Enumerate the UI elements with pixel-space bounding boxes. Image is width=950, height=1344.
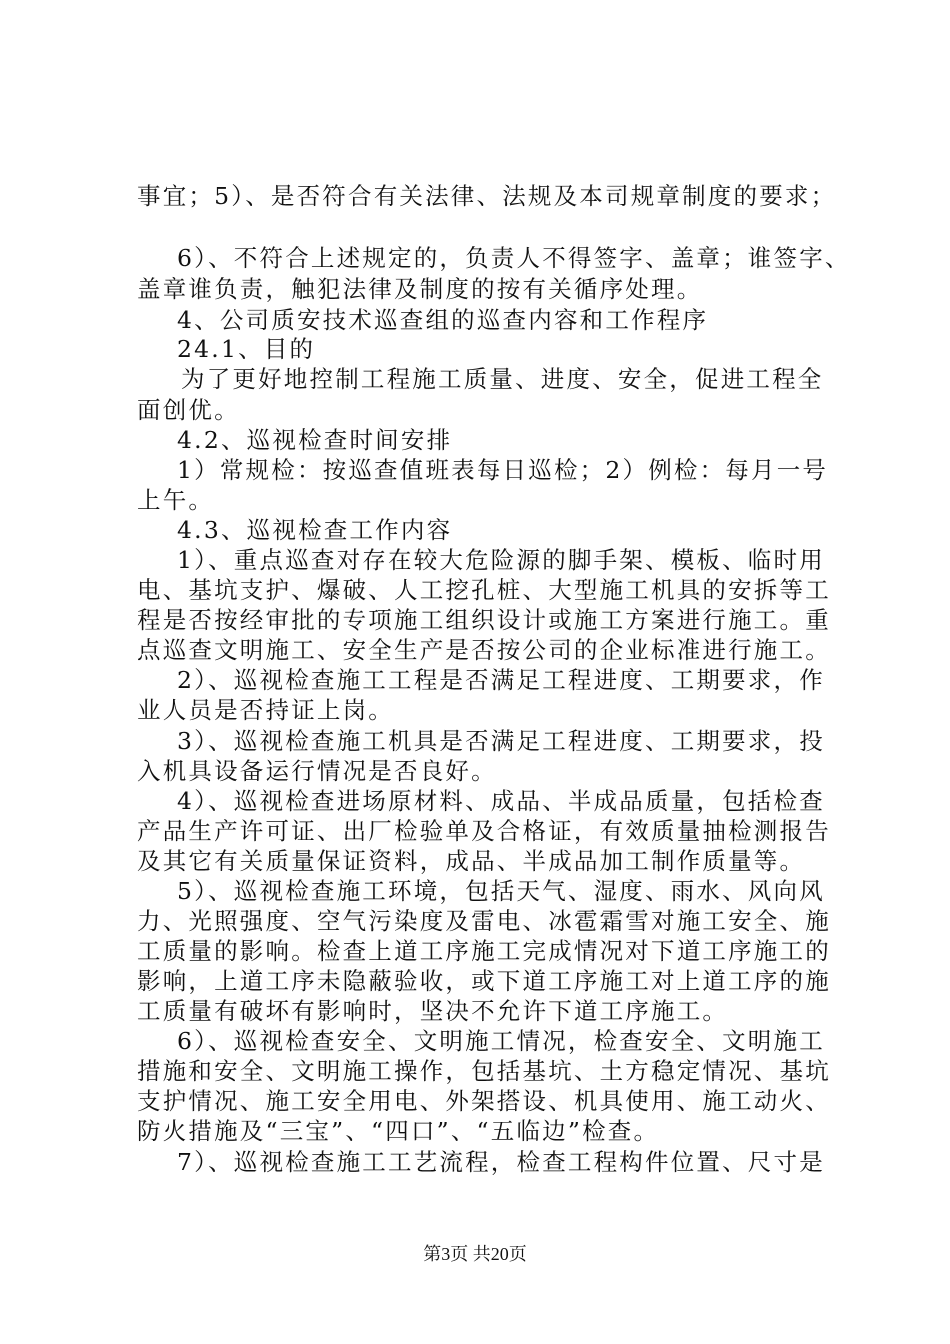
text-line: 措施和安全、文明施工操作，包括基坑、土方稳定情况、基坑 [137,1057,831,1085]
text-line: 工质量有破坏有影响时，坚决不允许下道工序施工。 [137,997,729,1025]
text-line: 入机具设备运行情况是否良好。 [137,757,497,785]
text-line: 为了更好地控制工程施工质量、进度、安全，促进工程全 [181,365,824,393]
text-line: 支护情况、施工安全用电、外架搭设、机具使用、施工动火、 [137,1087,831,1115]
text-line: 4）、巡视检查进场原材料、成品、半成品质量，包括检查 [177,787,825,815]
text-line: 工质量的影响。检查上道工序施工完成情况对下道工序施工的 [137,937,831,965]
text-line: 及其它有关质量保证资料，成品、半成品加工制作质量等。 [137,847,806,875]
text-line: 点巡查文明施工、安全生产是否按公司的企业标准进行施工。 [137,636,831,664]
text-line: 6）、巡视检查安全、文明施工情况，检查安全、文明施工 [177,1027,825,1055]
text-line: 24.1、目的 [177,335,316,363]
text-line: 5）、巡视检查施工环境，包括天气、湿度、雨水、风向风 [177,877,825,905]
text-line: 力、光照强度、空气污染度及雷电、冰雹霜雪对施工安全、施 [137,907,831,935]
text-line: 程是否按经审批的专项施工组织设计或施工方案进行施工。重 [137,606,831,634]
text-line: 6）、不符合上述规定的，负责人不得签字、盖章；谁签字、 [177,244,851,272]
text-line: 2）、巡视检查施工工程是否满足工程进度、工期要求，作 [177,666,825,694]
text-line: 电、基坑支护、爆破、人工挖孔桩、大型施工机具的安拆等工 [137,576,831,604]
page-number-footer: 第3页 共20页 [423,1244,527,1264]
text-line: 7）、巡视检查施工工艺流程，检查工程构件位置、尺寸是 [177,1148,825,1176]
text-line: 影响，上道工序未隐蔽验收，或下道工序施工对上道工序的施 [137,967,831,995]
text-line: 防火措施及“三宝”、“四口”、“五临边”检查。 [137,1117,660,1145]
text-line: 4、公司质安技术巡查组的巡查内容和工作程序 [177,306,709,334]
text-line: 4.2、巡视检查时间安排 [177,426,453,454]
text-line: 盖章谁负责，触犯法律及制度的按有关循序处理。 [137,275,703,303]
text-line: 业人员是否持证上岗。 [137,696,394,724]
text-line: 1）、重点巡查对存在较大危险源的脚手架、模板、临时用 [177,546,825,574]
text-line: 1）常规检：按巡查值班表每日巡检；2）例检：每月一号 [177,456,829,484]
text-line: 3）、巡视检查施工机具是否满足工程进度、工期要求，投 [177,727,825,755]
text-line: 上午。 [137,486,215,514]
text-line: 产品生产许可证、出厂检验单及合格证，有效质量抽检测报告 [137,817,831,845]
text-line: 4.3、巡视检查工作内容 [177,516,453,544]
text-line: 面创优。 [137,396,240,424]
text-line: 事宜；5）、是否符合有关法律、法规及本司规章制度的要求； [137,182,837,210]
